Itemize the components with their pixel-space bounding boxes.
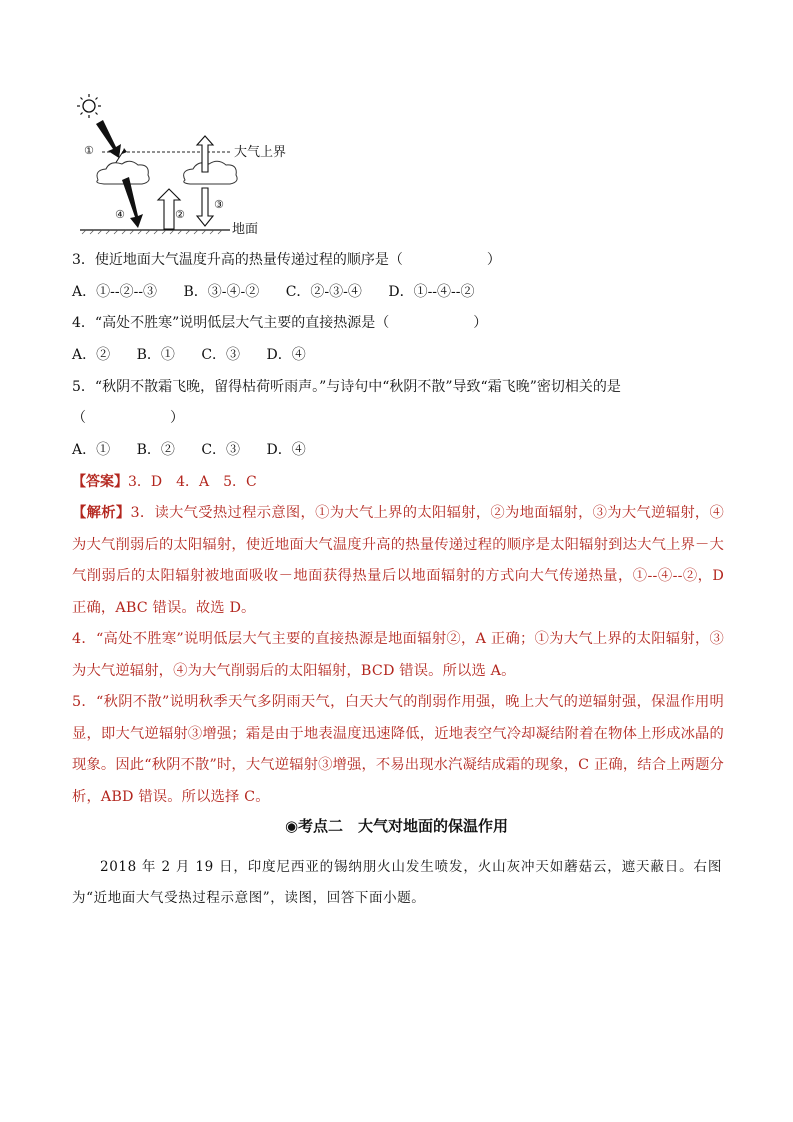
analysis-q5: 5．“秋阴不散”说明秋季天气多阴雨天气，白天大气的削弱作用强，晚上大气的逆辐射强，保温作用明显，即大气逆辐射③增强；霜是由于地表温度迅速降低，近地表空气冷却凝结附着在物体上形成冰晶的现象。因此“秋阴不散”时，大气逆辐射③增强，不易出现水汽凝结成霜的现象，C 正确，结合上两题分析，ABD 错误。所以选择 C。 bbox=[72, 694, 724, 805]
question-3-stem: 3．使近地面大气温度升高的热量传递过程的顺序是（ ） bbox=[72, 252, 501, 268]
q3-option-a: A．①--②--③ bbox=[72, 284, 158, 300]
section-heading: ◉考点二 大气对地面的保温作用 bbox=[284, 817, 509, 835]
cloud-right bbox=[184, 161, 238, 184]
ground-label: 地面 bbox=[232, 222, 259, 237]
label-3: ③ bbox=[214, 198, 224, 211]
question-5-options bbox=[72, 440, 328, 460]
question-3-options bbox=[72, 282, 497, 302]
question-5-stem-cont: （ ） bbox=[72, 410, 184, 426]
q4-option-b: B．① bbox=[136, 347, 175, 363]
q5-option-d: D．④ bbox=[266, 442, 306, 458]
q3-option-d: D．①--④--② bbox=[388, 284, 475, 300]
label-2: ② bbox=[175, 208, 185, 221]
analysis-q3 bbox=[72, 498, 724, 624]
upper-label: 大气上界 bbox=[234, 145, 287, 160]
weakened-solar-arrow bbox=[122, 177, 143, 228]
q3-option-c: C．②-③-④ bbox=[285, 284, 362, 300]
analysis-q4: 4．“高处不胜寒”说明低层大气主要的直接热源是地面辐射②，A 正确；①为大气上界的太阳辐射，③为大气逆辐射，④为大气削弱后的太阳辐射，BCD 错误。所以选 A。 bbox=[72, 631, 724, 679]
answer-line bbox=[72, 472, 257, 492]
q5-option-a: A．① bbox=[72, 442, 111, 458]
analysis-q3-text: 3．读大气受热过程示意图，①为大气上界的太阳辐射，②为地面辐射，③为大气逆辐射，④为大气削弱后的太阳辐射，使近地面大气温度升高的热量传递过程的顺序是太阳辐射到达大气上界－大气削弱后的太阳辐射被地面吸收－地面获得热量后以地面辐射的方式向大气传递热量，①--④--②，D 正确，ABC 错误。故选 D。 bbox=[72, 505, 724, 616]
atmosphere-heating-diagram bbox=[72, 92, 312, 240]
q5-option-b: B．② bbox=[136, 442, 175, 458]
q4-option-a: A．② bbox=[72, 347, 111, 363]
q4-option-c: C．③ bbox=[201, 347, 241, 363]
q4-option-d: D．④ bbox=[266, 347, 306, 363]
counter-radiation-arrow bbox=[197, 188, 213, 226]
question-5-stem: 5．“秋阴不散霜飞晚，留得枯荷听雨声。”与诗句中“秋阴不散”导致“霜飞晚”密切相关的是 bbox=[72, 379, 621, 395]
analysis-tag: 【解析】 bbox=[72, 505, 131, 521]
answer-tag: 【答案】 bbox=[72, 474, 128, 490]
answer-text: 3．D 4．A 5．C bbox=[128, 474, 257, 490]
question-4-options bbox=[72, 345, 328, 365]
label-4: ④ bbox=[115, 208, 125, 221]
question-4-stem: 4．“高处不胜寒”说明低层大气主要的直接热源是（ ） bbox=[72, 315, 488, 331]
intro-paragraph: 2018 年 2 月 19 日，印度尼西亚的锡纳朋火山发生喷发，火山灰冲天如蘑菇云，遮天蔽日。右图为“近地面大气受热过程示意图”，读图，回答下面小题。 bbox=[72, 859, 722, 906]
q5-option-c: C．③ bbox=[201, 442, 241, 458]
label-1: ① bbox=[84, 144, 94, 157]
q3-option-b: B．③-④-② bbox=[183, 284, 260, 300]
sun-icon bbox=[77, 94, 101, 118]
